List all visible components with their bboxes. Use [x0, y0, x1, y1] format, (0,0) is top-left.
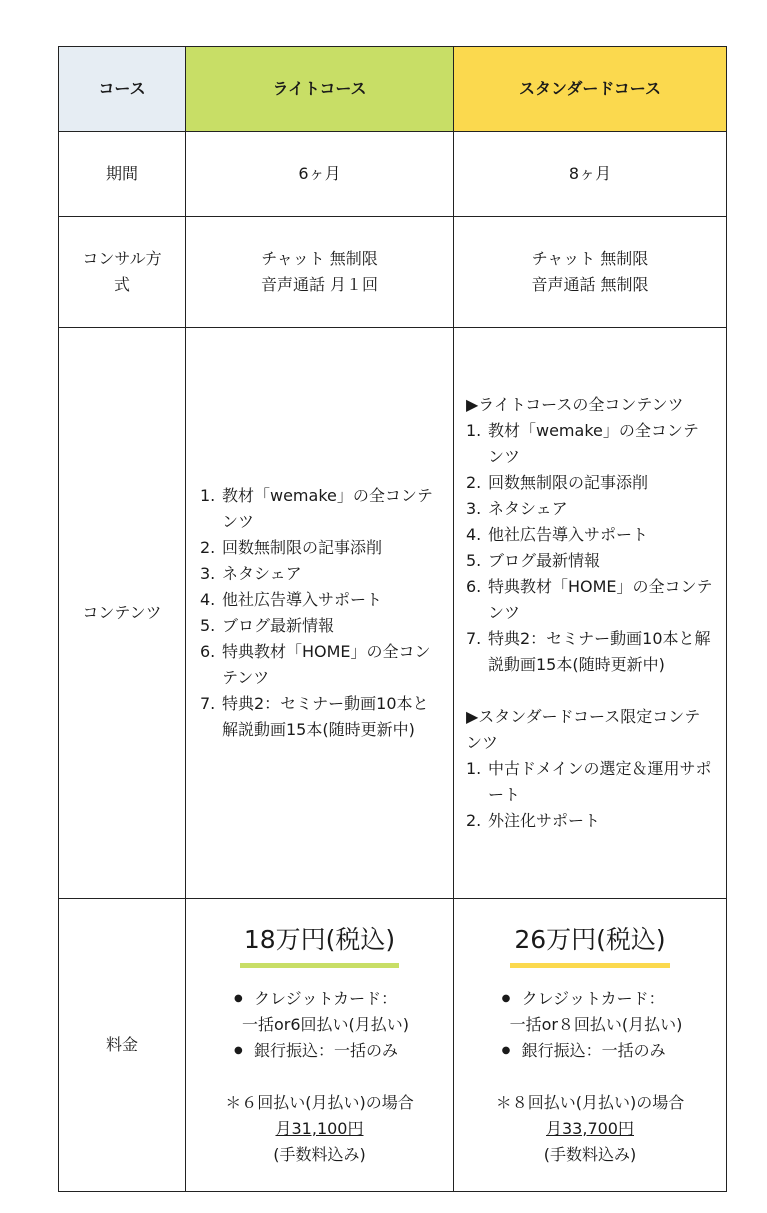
price-lite-amount: 18万円(税込) [240, 923, 399, 968]
consult-label-line1: コンサル方 [82, 249, 162, 268]
consult-label-line2: 式 [113, 275, 130, 294]
list-item-number: 6. [466, 577, 482, 596]
content-list-item [466, 548, 714, 574]
standard-payment-methods [498, 986, 683, 1064]
list-item-text: ネタシェア [222, 564, 302, 583]
price-standard [454, 899, 727, 1192]
list-item-number: 1. [200, 486, 216, 505]
contents-row [59, 328, 727, 899]
period-row [59, 132, 727, 217]
list-item-text: 特典教材「HOME」の全コンテンツ [488, 577, 713, 622]
header-lite-course: ライトコース [186, 47, 454, 132]
content-list-item [200, 587, 443, 613]
standard-pay-bank: ● 銀行振込：一括のみ [498, 1038, 683, 1064]
list-item-text: 特典2：セミナー動画10本と解説動画15本(随時更新中) [488, 629, 711, 674]
standard-content-list-1 [466, 418, 714, 678]
lite-fee-suffix: (手数料込み) [273, 1144, 366, 1164]
lite-content-list [200, 483, 443, 743]
standard-section2-title: ▶スタンダードコース限定コンテンツ [466, 707, 701, 752]
consult-label [59, 217, 186, 328]
consult-row [59, 217, 727, 328]
list-item-number: 2. [200, 538, 216, 557]
content-list-item [466, 418, 714, 470]
list-item-number: 1. [466, 759, 482, 778]
contents-standard [454, 328, 727, 899]
list-item-number: 1. [466, 421, 482, 440]
content-list-item [200, 561, 443, 587]
price-standard-amount: 26万円(税込) [510, 923, 669, 968]
list-item-number: 3. [200, 564, 216, 583]
standard-monthly-amount: 月33,700円 [546, 1118, 634, 1138]
list-item-number: 5. [466, 551, 482, 570]
consult-standard-voice: 音声通話 無制限 [531, 275, 649, 294]
content-list-item [200, 691, 443, 743]
course-comparison-table [58, 46, 727, 1192]
consult-lite-chat: チャット 無制限 [261, 249, 378, 268]
standard-content-list-2 [466, 756, 714, 834]
standard-installment-note [464, 1090, 716, 1168]
lite-pay-bank: ● 銀行振込：一括のみ [230, 1038, 409, 1064]
content-list-item [200, 483, 443, 535]
list-item-text: 回数無制限の記事添削 [488, 473, 649, 492]
list-item-number: 2. [466, 473, 482, 492]
list-item-number: 3. [466, 499, 482, 518]
period-label: 期間 [59, 132, 186, 217]
content-list-item [466, 574, 714, 626]
standard-section1-title: ▶ライトコースの全コンテンツ [466, 395, 684, 414]
content-list-item [200, 535, 443, 561]
standard-note-line1: ＊８回払い(月払い)の場合 [495, 1092, 685, 1112]
lite-note-line1: ＊６回払い(月払い)の場合 [225, 1092, 414, 1112]
list-item-text: ブログ最新情報 [488, 551, 601, 570]
price-lite [186, 899, 454, 1192]
content-list-item [466, 808, 714, 834]
list-item-text: 特典2：セミナー動画10本と解説動画15本(随時更新中) [222, 694, 429, 739]
standard-pay-credit [498, 986, 683, 1038]
period-standard: 8ヶ月 [454, 132, 727, 217]
standard-note-line2 [464, 1116, 716, 1168]
list-item-text: 中古ドメインの選定＆運用サポート [488, 759, 712, 804]
price-row [59, 899, 727, 1192]
list-item-number: 4. [200, 590, 216, 609]
list-item-text: 教材「wemake」の全コンテンツ [488, 421, 699, 466]
contents-lite [186, 328, 454, 899]
consult-standard-chat: チャット 無制限 [531, 249, 649, 268]
list-item-text: 特典教材「HOME」の全コンテンツ [222, 642, 431, 687]
list-item-text: 教材「wemake」の全コンテンツ [222, 486, 433, 531]
content-list-item [200, 639, 443, 691]
section-gap [466, 678, 714, 704]
consult-lite [186, 217, 454, 328]
contents-label: コンテンツ [59, 328, 186, 899]
consult-standard [454, 217, 727, 328]
lite-installment-note [196, 1090, 443, 1168]
lite-pay-credit-detail: 一括or6回払い(月払い) [241, 1014, 410, 1034]
content-list-item [200, 613, 443, 639]
list-item-text: 他社広告導入サポート [222, 590, 383, 609]
list-item-text: 外注化サポート [488, 811, 601, 830]
lite-pay-credit-label: クレジットカード： [253, 988, 398, 1008]
consult-lite-voice: 音声通話 月１回 [260, 275, 379, 294]
header-row [59, 47, 727, 132]
list-item-number: 7. [466, 629, 482, 648]
lite-payment-methods [230, 986, 409, 1064]
list-item-number: 4. [466, 525, 482, 544]
list-item-text: ネタシェア [488, 499, 568, 518]
lite-pay-credit [230, 986, 409, 1038]
header-standard-course: スタンダードコース [454, 47, 727, 132]
list-item-number: 6. [200, 642, 216, 661]
content-list-item [466, 496, 714, 522]
content-list-item [466, 470, 714, 496]
standard-pay-credit-label: クレジットカード： [521, 988, 665, 1008]
content-list-item [466, 522, 714, 548]
content-list-item [466, 756, 714, 808]
standard-pay-credit-detail: 一括or８回払い(月払い) [509, 1014, 683, 1034]
list-item-text: ブログ最新情報 [222, 616, 335, 635]
price-label: 料金 [59, 899, 186, 1192]
list-item-text: 回数無制限の記事添削 [222, 538, 383, 557]
list-item-number: 5. [200, 616, 216, 635]
list-item-number: 2. [466, 811, 482, 830]
header-course-label: コース [59, 47, 186, 132]
content-list-item [466, 626, 714, 678]
lite-note-line2 [196, 1116, 443, 1168]
lite-monthly-amount: 月31,100円 [275, 1118, 364, 1138]
period-lite: 6ヶ月 [186, 132, 454, 217]
list-item-text: 他社広告導入サポート [488, 525, 649, 544]
list-item-number: 7. [200, 694, 216, 713]
standard-fee-suffix: (手数料込み) [543, 1144, 637, 1164]
